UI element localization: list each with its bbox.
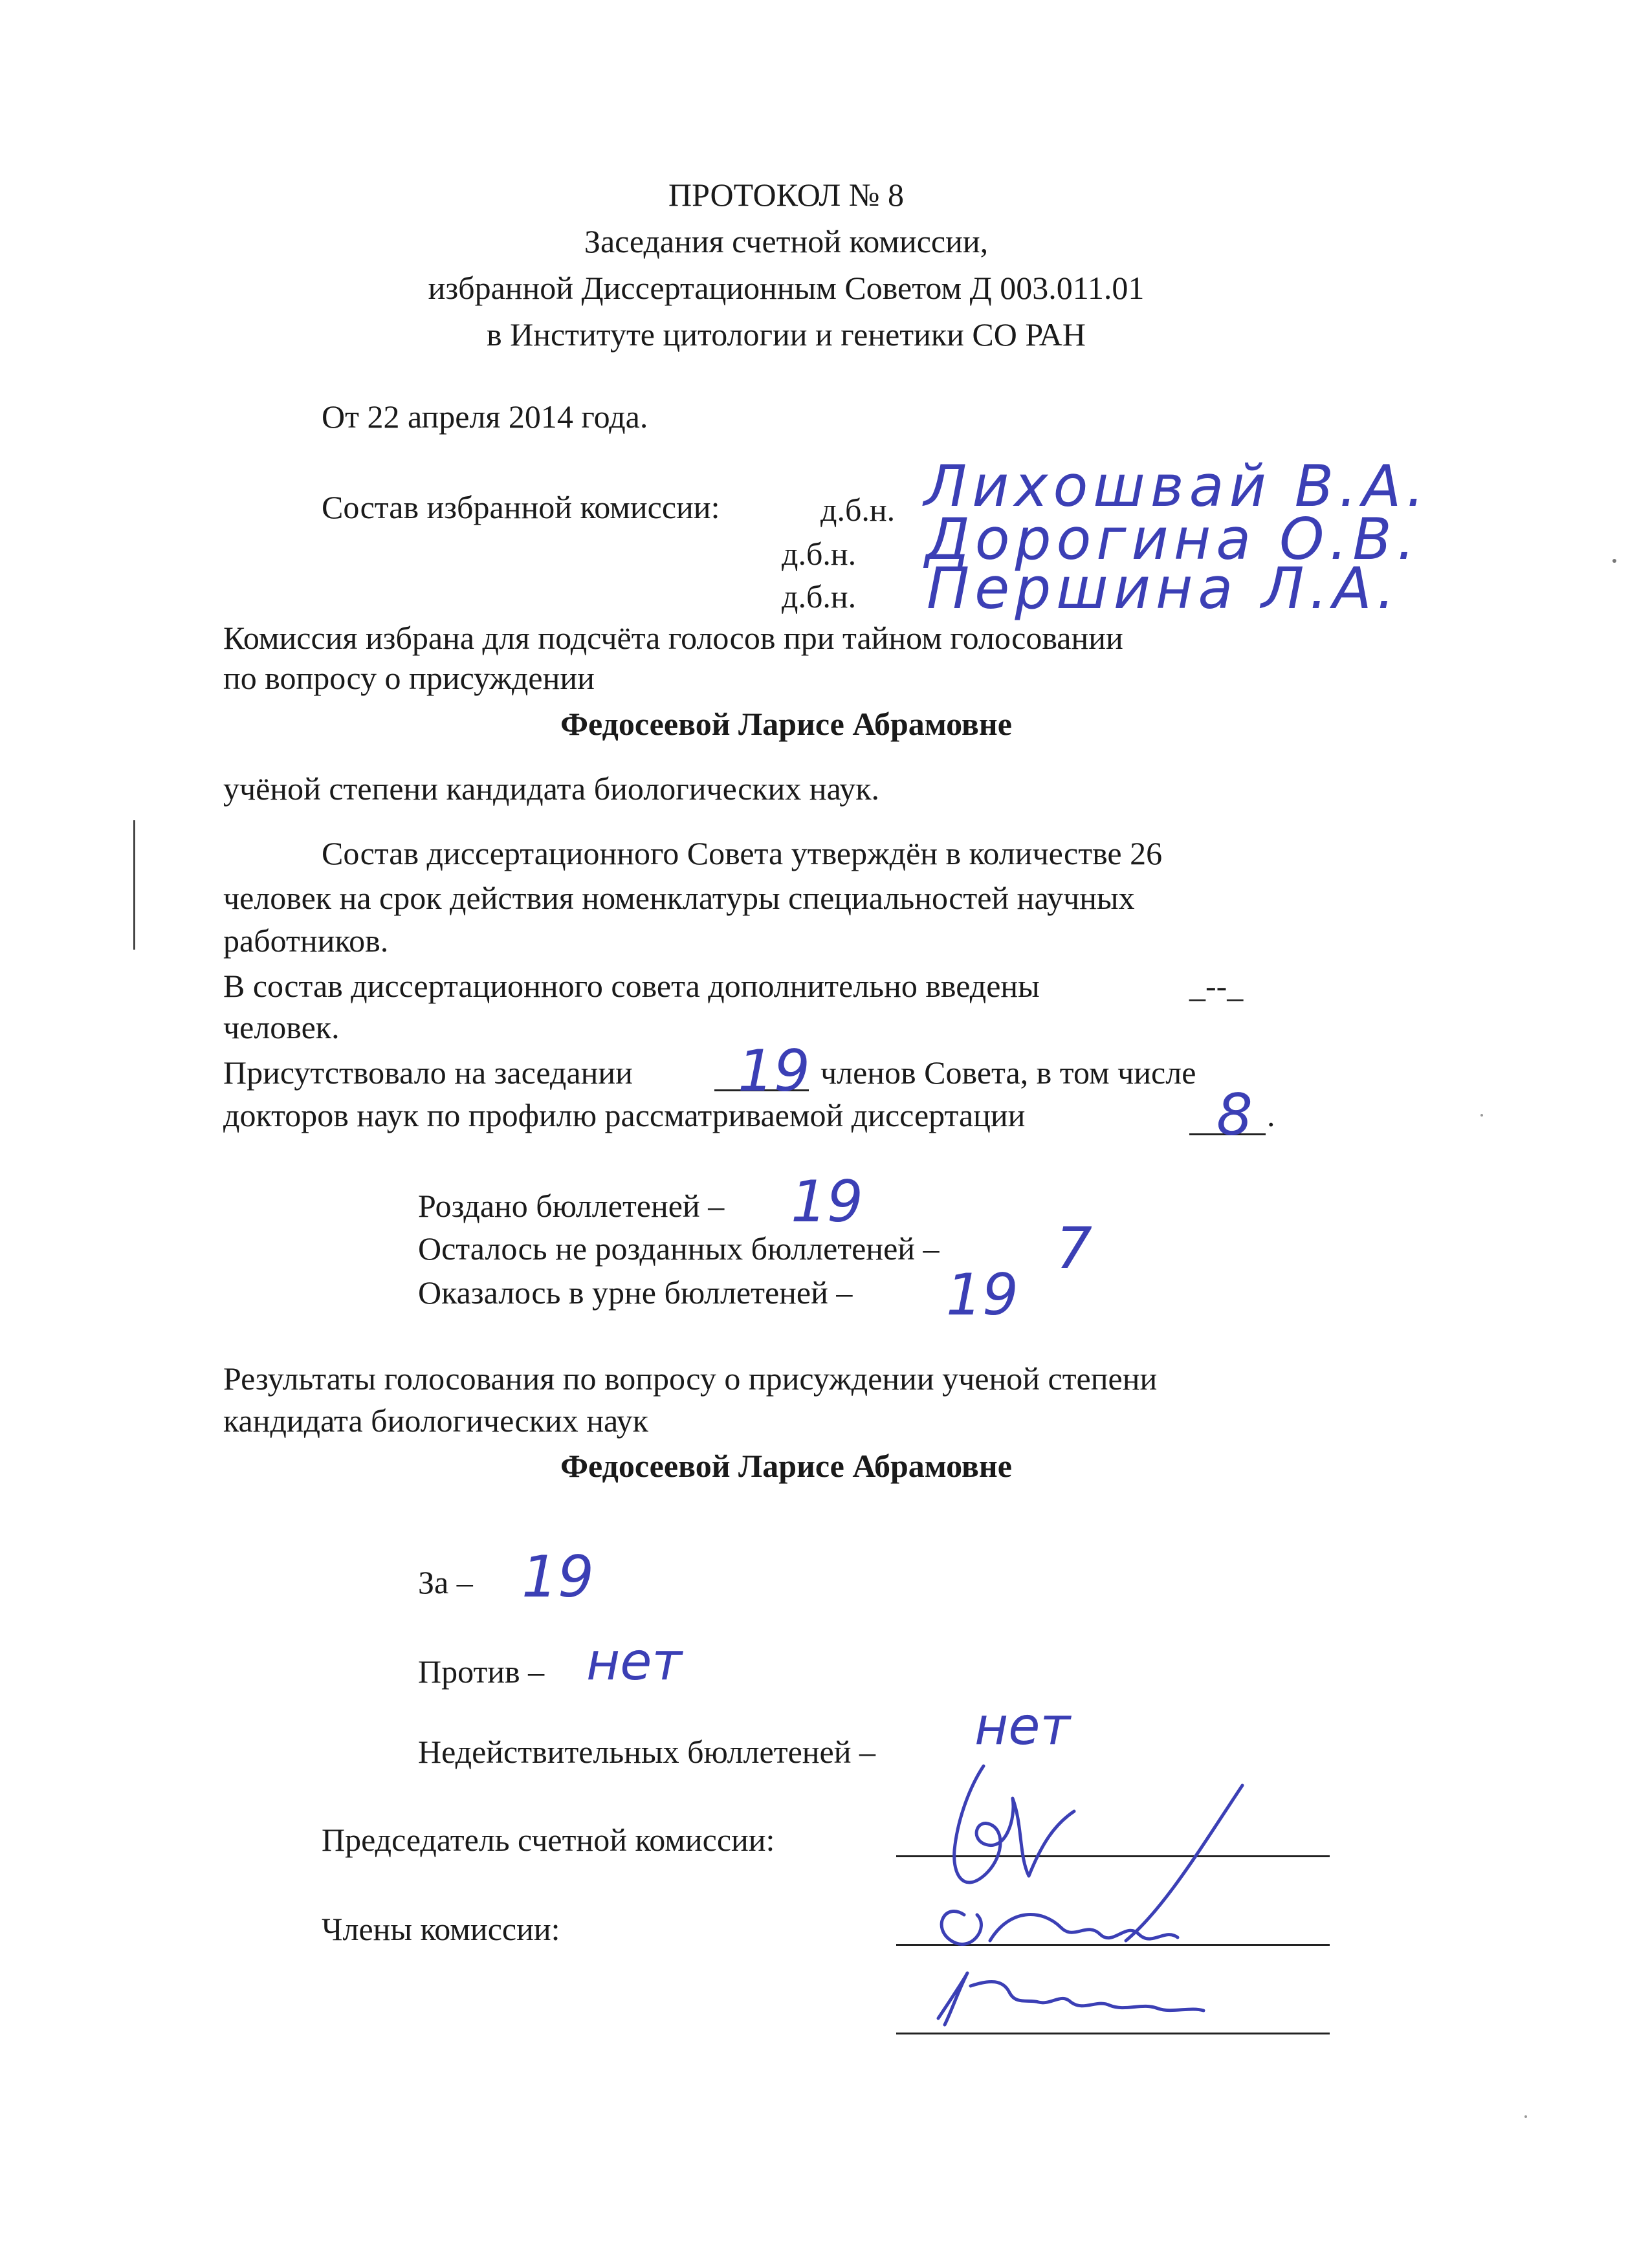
committee-degree-3: д.б.н.: [782, 578, 857, 615]
scan-speck: [1480, 1114, 1483, 1117]
committee-degree-2: д.б.н.: [782, 536, 857, 572]
member-signature-1: [941, 1785, 1242, 1944]
committee-member-name-2: Дорогина О.В.: [925, 506, 1420, 572]
council-line-1: Состав диссертационного Совета утверждён в количестве 26: [322, 835, 1163, 871]
doctors-label: докторов наук по профилю рассматриваемой диссертации: [223, 1097, 1026, 1133]
chair-signature: [954, 1766, 1074, 1882]
in-urn-value: 19: [946, 1261, 1018, 1328]
handwritten-signatures: [893, 1747, 1346, 2070]
council-line-3: работников.: [223, 922, 389, 959]
invalid-label: Недействительных бюллетеней –: [418, 1734, 875, 1770]
in-urn-label: Оказалось в урне бюллетеней –: [418, 1274, 853, 1311]
council-line-2: человек на срок действия номенклатуры специальностей научных: [223, 880, 1135, 916]
committee-degree-1: д.б.н.: [820, 492, 896, 528]
degree-line: учёной степени кандидата биологических наук.: [223, 770, 880, 807]
candidate-name: Федосеевой Ларисе Абрамовне: [560, 706, 1012, 742]
chair-label: Председатель счетной комиссии:: [322, 1822, 775, 1858]
results-line-1: Результаты голосования по вопросу о присуждении ученой степени: [223, 1360, 1158, 1397]
date-line: От 22 апреля 2014 года.: [322, 398, 648, 435]
margin-mark: [133, 820, 135, 950]
scan-speck: [1524, 2115, 1527, 2118]
for-label: За –: [418, 1564, 473, 1600]
protocol-subtitle: Заседания счетной комиссии,: [584, 223, 989, 259]
against-value: нет: [586, 1631, 683, 1692]
council-added-label: В состав диссертационного совета дополнительно введены: [223, 968, 1040, 1004]
council-added-value: _--_: [1189, 968, 1244, 1004]
for-value: 19: [522, 1543, 594, 1610]
remaining-label: Осталось не розданных бюллетеней –: [418, 1230, 940, 1267]
remaining-value: 7: [1056, 1215, 1092, 1281]
results-candidate: Федосеевой Ларисе Абрамовне: [560, 1448, 1012, 1484]
committee-member-name-3: Першина Л.А.: [927, 555, 1400, 622]
purpose-line-1: Комиссия избрана для подсчёта голосов при тайном голосовании: [223, 620, 1123, 656]
doctors-value: 8: [1216, 1082, 1253, 1148]
members-label: Члены комиссии:: [322, 1911, 560, 1947]
results-line-2: кандидата биологических наук: [223, 1402, 648, 1439]
committee-member-name-1: Лихошвай В.А.: [924, 453, 1430, 519]
issued-label: Роздано бюллетеней –: [418, 1188, 725, 1224]
invalid-value: нет: [974, 1696, 1071, 1756]
present-label: Присутствовало на заседании: [223, 1054, 633, 1091]
council-line-5: человек.: [223, 1009, 340, 1045]
protocol-institute: в Институте цитологии и генетики СО РАН: [486, 316, 1086, 353]
scan-speck: [1612, 559, 1616, 563]
present-value: 19: [738, 1038, 810, 1104]
protocol-council: избранной Диссертационным Советом Д 003.011.01: [428, 270, 1145, 306]
doctors-post: .: [1267, 1097, 1275, 1133]
committee-label: Состав избранной комиссии:: [322, 489, 720, 525]
protocol-title: ПРОТОКОЛ № 8: [668, 177, 904, 213]
issued-value: 19: [791, 1168, 863, 1235]
purpose-line-2: по вопросу о присуждении: [223, 660, 595, 696]
member-signature-2: [938, 1973, 1204, 2025]
against-label: Против –: [418, 1653, 545, 1690]
present-post: членов Совета, в том числе: [820, 1054, 1196, 1091]
